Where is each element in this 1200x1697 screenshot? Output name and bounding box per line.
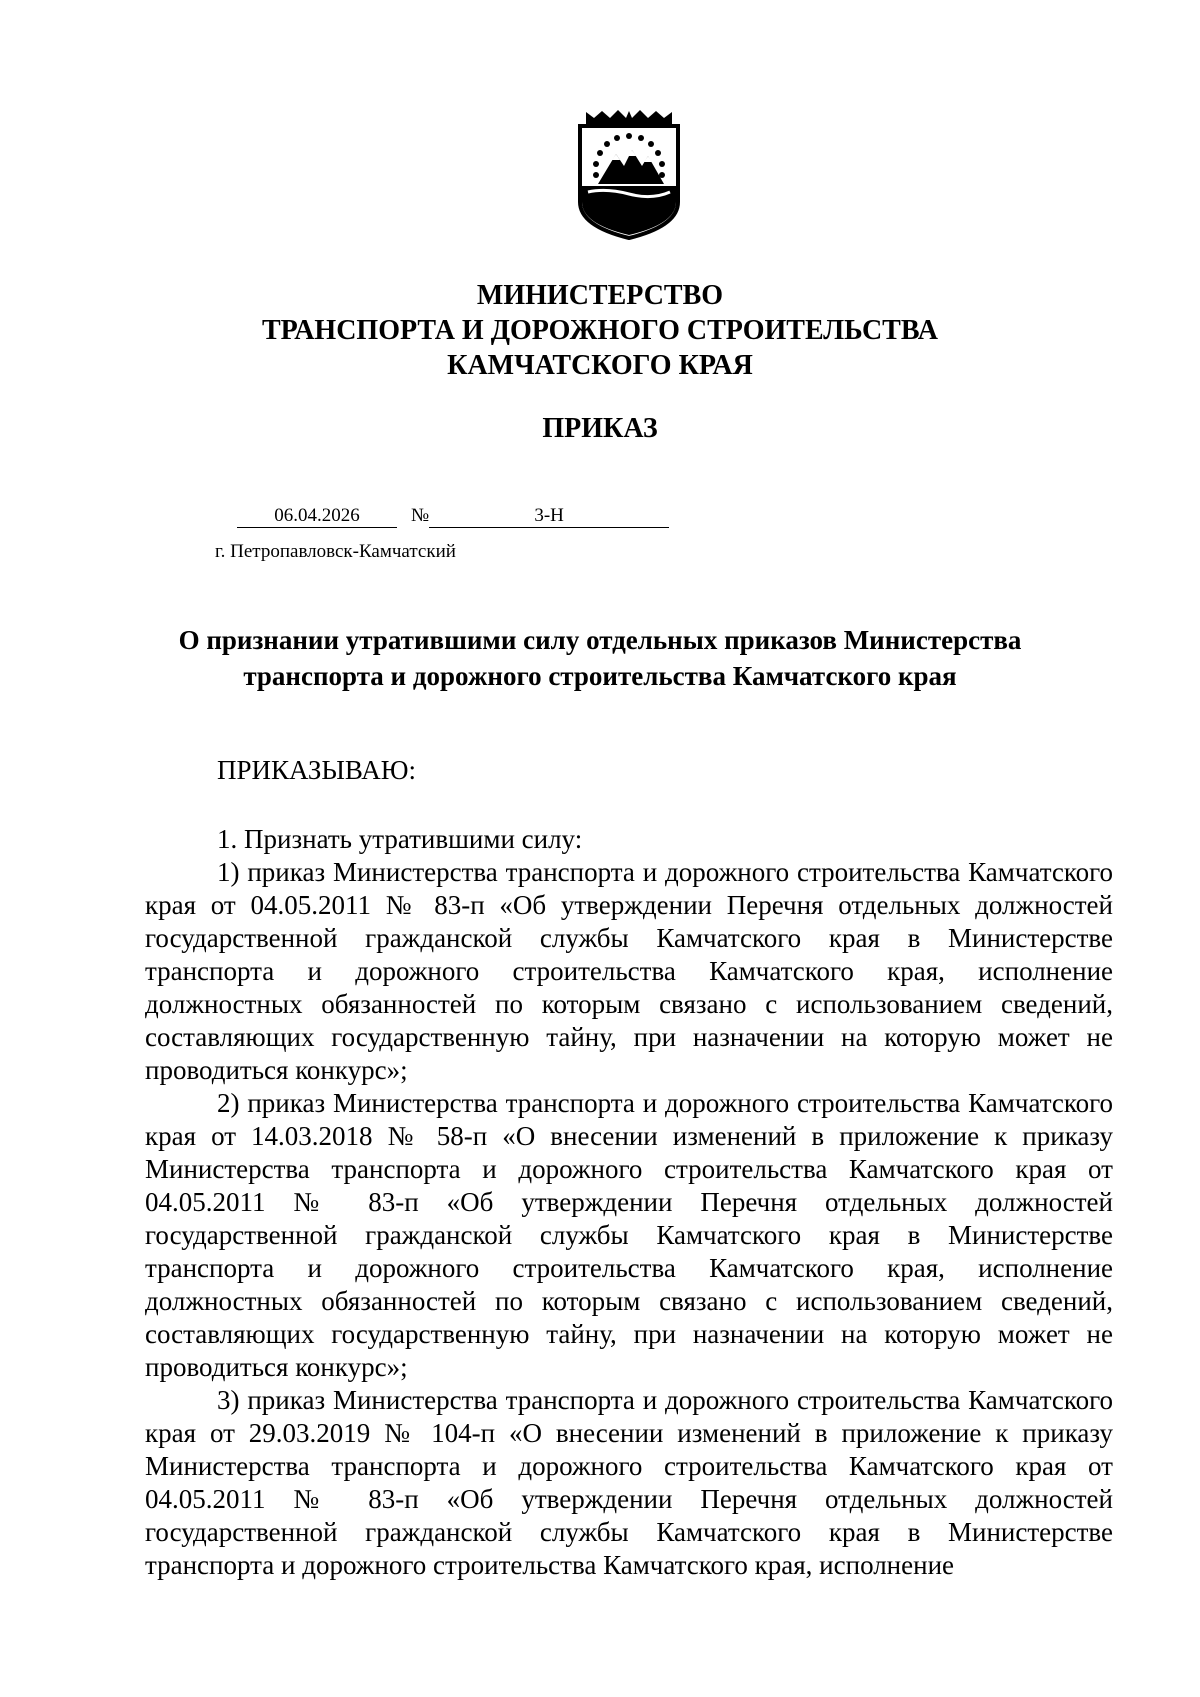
kamchatka-coat-of-arms-icon [576, 110, 682, 240]
list-item: 1) приказ Министерства транспорта и дорожного строительства Камчатского края от 04.05.2011 № 83-п «Об утверждении Перечня отдельных должностей государственной гражданской службы Камчатского края в Министерстве транспорта и дорожного строительства Камчатского края, исполнение должностных обязанностей по которым связано с использованием сведений, составляющих государственную тайну, при назначении на которую может не проводиться конкурс»; [145, 857, 1113, 1085]
city: г. Петропавловск-Камчатский [215, 541, 456, 562]
date-number-row [237, 504, 669, 528]
number-label: № [411, 505, 430, 526]
order-subject [140, 622, 1060, 694]
ministry-name [0, 278, 1200, 383]
order-date: 06.04.2026 [237, 505, 397, 528]
ministry-name-line3: КАМЧАТСКОГО КРАЯ [447, 350, 753, 381]
order-body [145, 754, 1113, 1582]
point-1-intro: 1. Признать утратившими силу: [217, 824, 583, 854]
order-directive: ПРИКАЗЫВАЮ: [217, 755, 416, 785]
subject-line1: О признании утратившими силу отдельных приказов Министерства [178, 625, 1022, 655]
ministry-name-line2: ТРАНСПОРТА И ДОРОЖНОГО СТРОИТЕЛЬСТВА [262, 315, 938, 346]
list-item: 2) приказ Министерства транспорта и дорожного строительства Камчатского края от 14.03.2018 № 58-п «О внесении изменений в приложение к приказу Министерства транспорта и дорожного строительства Камчатского края от 04.05.2011 № 83-п «Об утверждении Перечня отдельных должностей государственной гражданской службы Камчатского края в Министерстве транспорта и дорожного строительства Камчатского края, исполнение должностных обязанностей по которым связано с использованием сведений, составляющих государственную тайну, при назначении на которую может не проводиться конкурс»; [145, 1088, 1113, 1382]
document-type: ПРИКАЗ [542, 413, 658, 444]
list-item: 3) приказ Министерства транспорта и дорожного строительства Камчатского края от 29.03.2019 № 104-п «О внесении изменений в приложение к приказу Министерства транспорта и дорожного строительства Камчатского края от 04.05.2011 № 83-п «Об утверждении Перечня отдельных должностей государственной гражданской службы Камчатского края в Министерстве транспорта и дорожного строительства Камчатского края, исполнение [145, 1385, 1113, 1580]
ministry-name-line1: МИНИСТЕРСТВО [476, 280, 724, 311]
subject-line2: транспорта и дорожного строительства Камчатского края [243, 661, 957, 691]
order-number: 3-Н [429, 505, 669, 528]
